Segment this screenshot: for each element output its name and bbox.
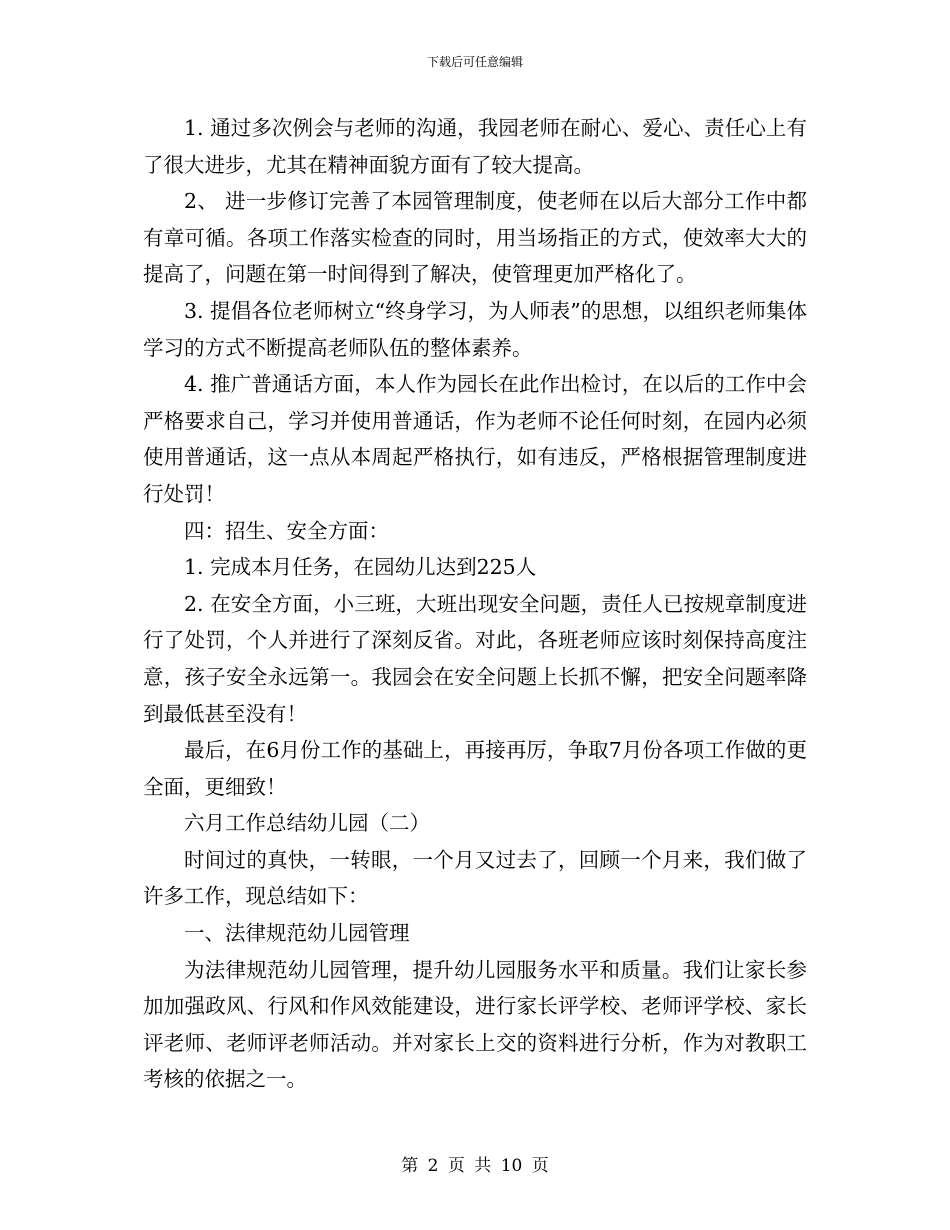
- paragraph-item-3: 3. 提倡各位老师树立“终身学习，为人师表”的思想，以组织老师集体学习的方式不断提高老师队伍的整体素养。: [143, 298, 807, 360]
- page-header: 下载后可任意编辑: [426, 55, 523, 69]
- paragraph-intro: 时间过的真快，一转眼，一个月又过去了，回顾一个月来，我们做了许多工作，现总结如下：: [143, 847, 807, 909]
- paragraph-item-1: 1. 通过多次例会与老师的沟通，我园老师在耐心、爱心、责任心上有了很大进步，尤其在精神面貌方面有了较大提高。: [143, 116, 807, 177]
- page-number-footer: 第 2 页 共 10 页: [401, 1156, 549, 1176]
- section-heading-legal-management: 一、法律规范幼儿园管理: [184, 921, 410, 946]
- paragraph-item-2: 2、 进一步修订完善了本园管理制度，使老师在以后大部分工作中都有章可循。各项工作落实检查的同时，用当场指正的方式，使效率大大的提高了，问题在第一时间得到了解决，使管理更加严格化了。: [143, 189, 807, 287]
- paragraph-legal-management: 为法律规范幼儿园管理，提升幼儿园服务水平和质量。我们让家长参加加强政风、行风和作风效能建设，进行家长评学校、老师评学校、家长评老师、老师评老师活动。并对家长上交的资料进行分析，作为对教职工考核的依据之一。: [143, 957, 807, 1092]
- paragraph-closing: 最后，在6月份工作的基础上，再接再厉，争取7月份各项工作做的更全面，更细致！: [143, 738, 807, 799]
- paragraph-enrollment: 1. 完成本月任务，在园幼儿达到225人: [184, 555, 537, 580]
- paragraph-safety: 2. 在安全方面，小三班，大班出现安全问题，责任人已按规章制度进行了处罚，个人并进行了深刻反省。对此，各班老师应该时刻保持高度注意，孩子安全永远第一。我园会在安全问题上长抓不懈，把安全问题率降到最低甚至没有！: [143, 591, 807, 726]
- paragraph-item-4: 4. 推广普通话方面，本人作为园长在此作出检讨，在以后的工作中会严格要求自己，学习并使用普通话，作为老师不论任何时刻，在园内必须使用普通话，这一点从本周起严格执行，如有违反，严格根据管理制度进行处罚！: [143, 372, 807, 506]
- article-title-2: 六月工作总结幼儿园（二）: [184, 811, 430, 836]
- section-heading-enrollment-safety: 四：招生、安全方面：: [184, 518, 389, 543]
- document-body: [143, 110, 807, 1098]
